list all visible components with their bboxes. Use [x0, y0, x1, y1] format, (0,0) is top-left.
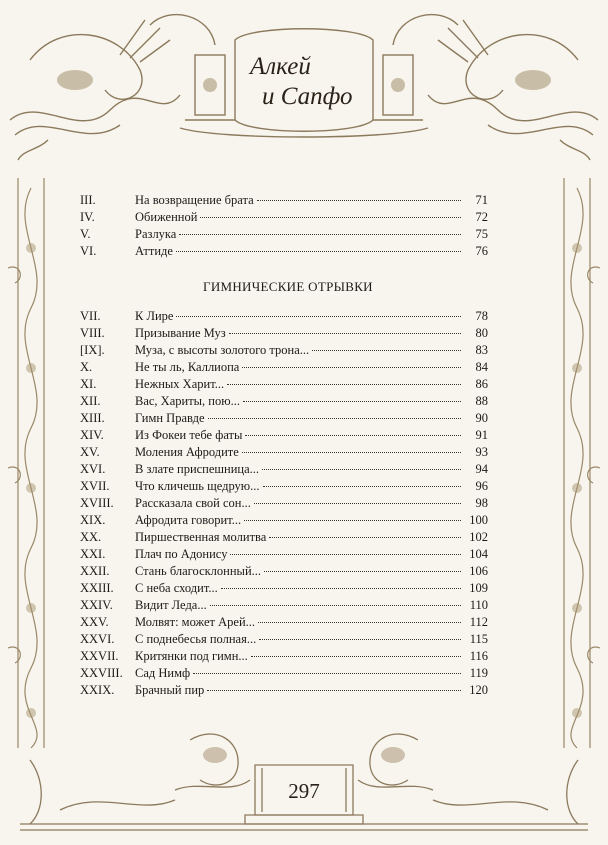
toc-item-title: С поднебесья полная... — [135, 632, 257, 646]
toc-item-title: Афродита говорит... — [135, 513, 242, 527]
toc-item-page: 83 — [475, 343, 488, 357]
toc-item-title: Вас, Хариты, пою... — [135, 394, 240, 408]
toc-item-page: 75 — [475, 227, 488, 241]
toc-item-page: 72 — [475, 210, 488, 224]
toc-item — [80, 513, 488, 530]
toc-item-title: Пиршественная молитва — [135, 530, 267, 544]
toc-item — [80, 445, 488, 462]
toc-item-page: 109 — [469, 581, 488, 595]
toc-leader-dots — [257, 200, 461, 201]
toc-leader-dots — [208, 418, 462, 419]
toc-item-number: XVI. — [80, 462, 106, 476]
toc-leader-dots — [176, 251, 461, 252]
right-border-ornament — [548, 168, 608, 758]
toc-leader-dots — [263, 486, 462, 487]
toc-item-title: Муза, с высоты золотого трона... — [135, 343, 310, 357]
left-border-ornament — [0, 168, 60, 758]
toc-leader-dots — [251, 656, 461, 657]
toc-item-title: В злате приспешница... — [135, 462, 260, 476]
toc-item — [80, 564, 488, 581]
toc-item — [80, 496, 488, 513]
toc-item-page: 106 — [469, 564, 488, 578]
toc-item-page: 116 — [469, 649, 488, 663]
toc-leader-dots — [245, 435, 461, 436]
toc-leader-dots — [259, 639, 461, 640]
toc-item-page: 100 — [469, 513, 488, 527]
toc-item — [80, 428, 488, 445]
toc-item — [80, 530, 488, 547]
toc-item-title: Что кличешь щедрую... — [135, 479, 260, 493]
book-title-line1: Алкей — [250, 53, 311, 80]
toc-item-title: Сад Нимф — [135, 666, 191, 680]
toc-item — [80, 326, 488, 343]
toc-item-number: XXV. — [80, 615, 109, 629]
toc-item-title: Моления Афродите — [135, 445, 239, 459]
toc-item-number: XVIII. — [80, 496, 114, 510]
toc-item-number: XXIV. — [80, 598, 113, 612]
toc-item-number: XIII. — [80, 411, 105, 425]
book-title — [250, 52, 360, 112]
toc-item-title: Молвят: может Арей... — [135, 615, 256, 629]
toc-item-title: Плач по Адонису — [135, 547, 228, 561]
toc-item-number: XVII. — [80, 479, 110, 493]
toc-leader-dots — [264, 571, 461, 572]
toc-item-number: X. — [80, 360, 93, 374]
toc-item-title: Призывание Муз — [135, 326, 226, 340]
toc-item-page: 120 — [469, 683, 488, 697]
toc-item-number: XX. — [80, 530, 102, 544]
toc-leader-dots — [244, 520, 461, 521]
toc-item-title: К Лире — [135, 309, 174, 323]
toc-item-number: XII. — [80, 394, 101, 408]
toc-item-number: V. — [80, 227, 91, 241]
toc-item-number: III. — [80, 193, 96, 207]
toc-item — [80, 411, 488, 428]
toc-item-page: 90 — [475, 411, 488, 425]
toc-item-number: XXIX. — [80, 683, 115, 697]
toc-item — [80, 309, 488, 326]
toc-leader-dots — [262, 469, 461, 470]
toc-item-number: XXVIII. — [80, 666, 123, 680]
toc-item-page: 76 — [475, 244, 488, 258]
toc-leader-dots — [176, 316, 461, 317]
toc-item — [80, 377, 488, 394]
toc-item-title: С неба сходит... — [135, 581, 218, 595]
toc-item-number: XXII. — [80, 564, 110, 578]
toc-item-page: 98 — [475, 496, 488, 510]
toc-item-number: XI. — [80, 377, 97, 391]
toc-leader-dots — [312, 350, 461, 351]
toc-leader-dots — [254, 503, 461, 504]
toc-item — [80, 227, 488, 244]
toc-leader-dots — [210, 605, 461, 606]
toc-item-page: 80 — [475, 326, 488, 340]
toc-leader-dots — [207, 690, 461, 691]
toc-item — [80, 666, 488, 683]
toc-item — [80, 615, 488, 632]
toc-item-page: 102 — [469, 530, 488, 544]
toc-item-number: XV. — [80, 445, 100, 459]
toc-item-number: [IX]. — [80, 343, 105, 357]
toc-item — [80, 244, 488, 261]
toc-item-title: Брачный пир — [135, 683, 205, 697]
toc-item-title: Критянки под гимн... — [135, 649, 248, 663]
toc-leader-dots — [230, 554, 461, 555]
toc-leader-dots — [227, 384, 461, 385]
toc-item-page: 115 — [469, 632, 488, 646]
toc-item-title: Обиженной — [135, 210, 198, 224]
toc-leader-dots — [193, 673, 461, 674]
toc-item-number: XXVII. — [80, 649, 119, 663]
toc-item — [80, 394, 488, 411]
toc-item-title: На возвращение брата — [135, 193, 254, 207]
toc-item-page: 110 — [469, 598, 488, 612]
toc-item-title: Стань благосклонный... — [135, 564, 262, 578]
toc-item-number: XXIII. — [80, 581, 114, 595]
toc-item-page: 91 — [475, 428, 488, 442]
toc-leader-dots — [229, 333, 461, 334]
toc-item-page: 84 — [475, 360, 488, 374]
toc-item — [80, 632, 488, 649]
toc-leader-dots — [243, 401, 461, 402]
toc-leader-dots — [242, 452, 461, 453]
toc-item — [80, 479, 488, 496]
toc-leader-dots — [179, 234, 461, 235]
toc-item — [80, 210, 488, 227]
toc-item — [80, 193, 488, 210]
toc-item-page: 96 — [475, 479, 488, 493]
toc-item-number: XIV. — [80, 428, 104, 442]
toc-leader-dots — [242, 367, 461, 368]
toc-item-number: XIX. — [80, 513, 106, 527]
section-heading: ГИМНИЧЕСКИЕ ОТРЫВКИ — [203, 279, 373, 294]
toc-item-title: Гимн Правде — [135, 411, 205, 425]
toc-item — [80, 462, 488, 479]
toc-item-title: Нежных Харит... — [135, 377, 225, 391]
toc-item-title: Разлука — [135, 227, 177, 241]
toc-item-number: VIII. — [80, 326, 105, 340]
toc-item — [80, 649, 488, 666]
toc-item — [80, 581, 488, 598]
toc-item-number: VI. — [80, 244, 97, 258]
toc-leader-dots — [269, 537, 461, 538]
toc-item-title: Аттиде — [135, 244, 173, 258]
toc-item-page: 88 — [475, 394, 488, 408]
toc-leader-dots — [200, 217, 461, 218]
toc-item-page: 104 — [469, 547, 488, 561]
toc-item — [80, 360, 488, 377]
toc-item-page: 112 — [469, 615, 488, 629]
toc-item-page: 94 — [475, 462, 488, 476]
toc-leader-dots — [221, 588, 461, 589]
toc-item-page: 119 — [469, 666, 488, 680]
toc-item-title: Рассказала свой сон... — [135, 496, 251, 510]
toc-item-title: Из Фокеи тебе фаты — [135, 428, 243, 442]
toc-item-page: 86 — [475, 377, 488, 391]
toc-item — [80, 547, 488, 564]
toc-leader-dots — [258, 622, 461, 623]
toc-item-number: XXVI. — [80, 632, 115, 646]
toc-item-page: 71 — [475, 193, 488, 207]
toc-item-title: Не ты ль, Каллиопа — [135, 360, 240, 374]
page-number: 297 — [288, 778, 320, 803]
toc-item — [80, 683, 488, 700]
toc-item — [80, 598, 488, 615]
book-title-line2: и Сапфо — [262, 83, 353, 110]
toc-item-number: VII. — [80, 309, 101, 323]
toc-item-title: Видит Леда... — [135, 598, 207, 612]
toc-item-page: 78 — [475, 309, 488, 323]
toc-item-number: IV. — [80, 210, 95, 224]
toc-item — [80, 343, 488, 360]
toc-item-page: 93 — [475, 445, 488, 459]
toc-item-number: XXI. — [80, 547, 106, 561]
